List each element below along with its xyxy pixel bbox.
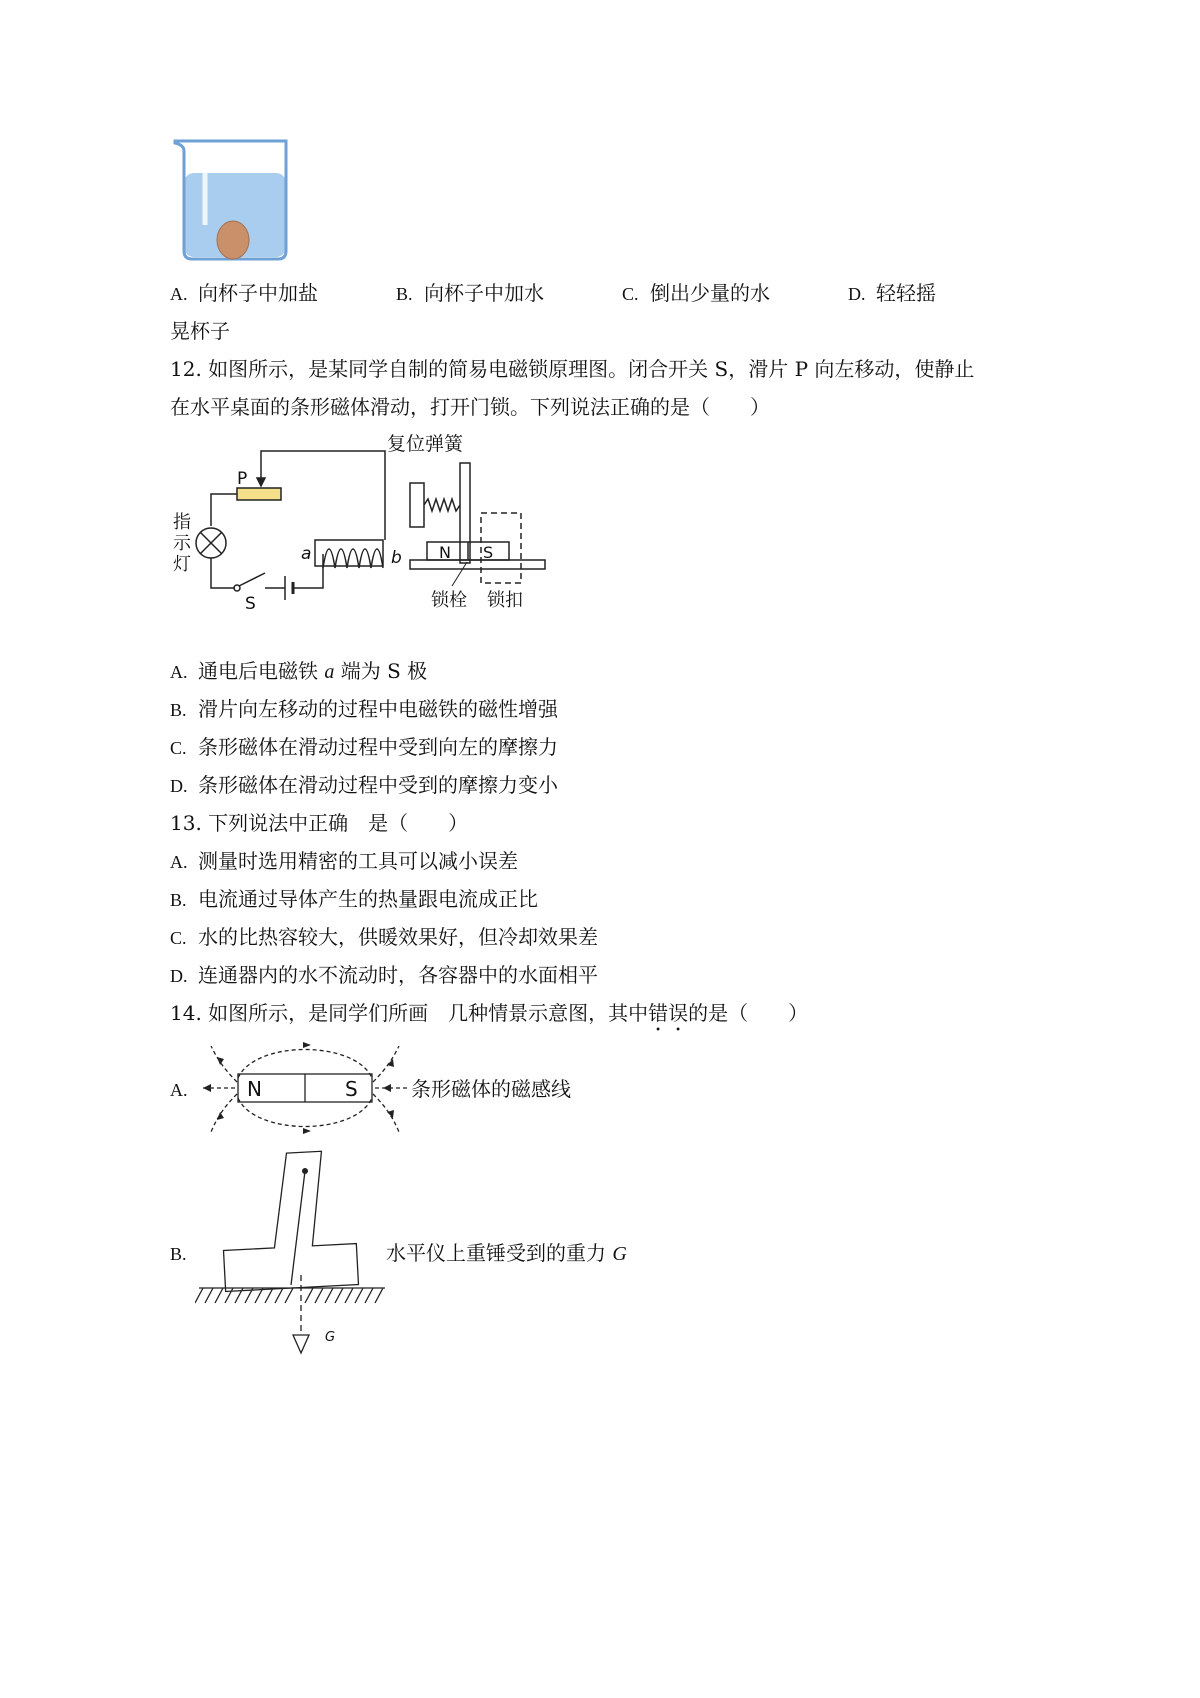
- option-text: 电流通过导体产生的热量跟电流成正比: [198, 887, 538, 911]
- beaker-figure: [170, 135, 295, 265]
- slider-p-label: P: [237, 469, 248, 489]
- q12-option-a: [170, 659, 427, 684]
- option-caption-pre: 水平仪上重锤受到的重力: [386, 1241, 613, 1265]
- option-label: A.: [170, 662, 188, 682]
- magnet-s-label: S: [483, 543, 494, 562]
- option-text: 轻轻摇: [876, 281, 936, 305]
- q13-option-b: [170, 887, 538, 912]
- switch-s-label: S: [245, 594, 256, 614]
- bolt-label: 锁栓: [431, 590, 467, 611]
- option-text: 滑片向左移动的过程中电磁铁的磁性增强: [198, 697, 558, 721]
- magnet-n-label: N: [439, 543, 451, 562]
- q14-option-a-caption: 条形磁体的磁感线: [411, 1077, 571, 1101]
- option-label: C.: [170, 738, 187, 758]
- q13-stem: 13. 下列说法中正确 是（ ）: [170, 811, 469, 835]
- q13-option-d: [170, 963, 598, 988]
- option-text-italic: a: [324, 661, 335, 683]
- option-text: 连通器内的水不流动时，各容器中的水面相平: [198, 963, 598, 987]
- option-label: D.: [170, 966, 188, 986]
- q11-option-c: [622, 281, 770, 306]
- electromagnetic-lock-figure: [165, 428, 565, 618]
- q12-stem-line2: 在水平桌面的条形磁体滑动，打开门锁。下列说法正确的是（ ）: [170, 395, 770, 419]
- option-text-pre: 通电后电磁铁: [198, 659, 325, 683]
- magnet-n-label: N: [247, 1077, 262, 1101]
- option-label: D.: [848, 284, 866, 304]
- option-label: B.: [170, 890, 187, 910]
- q13-option-a: [170, 849, 518, 874]
- gravity-g-label: G: [325, 1330, 336, 1345]
- q14-option-a-label: [170, 1077, 198, 1102]
- q14-option-b-label: [170, 1241, 198, 1266]
- option-text: 倒出少量的水: [650, 281, 770, 305]
- magnet-s-label: S: [345, 1077, 358, 1101]
- option-text: 测量时选用精密的工具可以减小误差: [198, 849, 518, 873]
- option-label: C.: [170, 928, 187, 948]
- option-text: 条形磁体在滑动过程中受到向左的摩擦力: [198, 735, 558, 759]
- option-label: D.: [170, 776, 188, 796]
- option-label: B.: [170, 700, 187, 720]
- q12-option-c: [170, 735, 558, 760]
- bar-magnet-field-figure: [195, 1038, 415, 1140]
- q14-stem: [170, 1001, 808, 1036]
- coil-end-a-label: a: [301, 544, 312, 564]
- q14-option-b-caption: [386, 1241, 627, 1266]
- option-caption-italic: G: [612, 1243, 627, 1265]
- q12-stem-line1: 12. 如图所示，是某同学自制的简易电磁锁原理图。闭合开关 S，滑片 P 向左移动，使静止: [170, 357, 975, 381]
- q11-option-d: [848, 281, 936, 306]
- lamp-label-2: 示: [173, 533, 191, 554]
- q14-stem-pre: 14. 如图所示，是同学们所画 几种情景示意图，其中: [170, 1001, 649, 1025]
- lamp-label-1: 指: [173, 512, 191, 533]
- coil-end-b-label: b: [391, 548, 402, 568]
- q14-stem-emphasis: 错误: [648, 1001, 689, 1025]
- option-label: A.: [170, 284, 188, 304]
- latch-label: 锁扣: [487, 590, 523, 611]
- option-text: 向杯子中加水: [424, 281, 544, 305]
- spring-label: 复位弹簧: [387, 433, 464, 455]
- option-label: C.: [622, 284, 639, 304]
- option-label: B.: [170, 1244, 187, 1264]
- q14-stem-post: 的是（ ）: [688, 1001, 809, 1025]
- q12-option-b: [170, 697, 558, 722]
- option-label: B.: [396, 284, 413, 304]
- q11-option-b: [396, 281, 544, 306]
- option-label: A.: [170, 852, 188, 872]
- q13-option-c: [170, 925, 598, 950]
- option-label: A.: [170, 1080, 188, 1100]
- option-text: 向杯子中加盐: [198, 281, 318, 305]
- option-text: 水的比热容较大，供暖效果好，但冷却效果差: [198, 925, 598, 949]
- spirit-level-figure: [195, 1145, 395, 1360]
- option-text-post: 端为 S 极: [334, 659, 428, 683]
- q12-option-d: [170, 773, 558, 798]
- option-text: 条形磁体在滑动过程中受到的摩擦力变小: [198, 773, 558, 797]
- q11-option-d-wrap: 晃杯子: [170, 319, 230, 343]
- q11-option-a: [170, 281, 318, 306]
- lamp-label-3: 灯: [173, 554, 191, 575]
